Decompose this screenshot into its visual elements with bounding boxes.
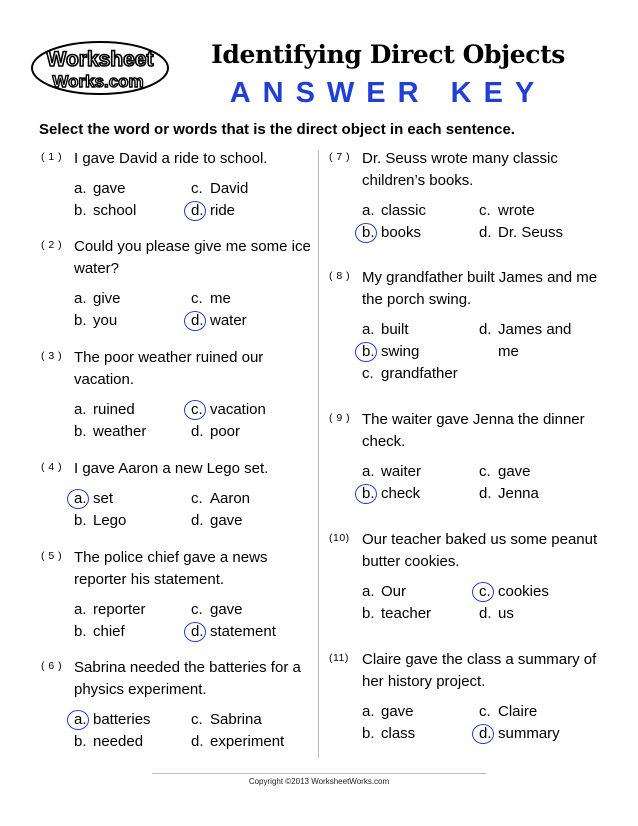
page-title: Identifying Direct Objects xyxy=(211,40,565,69)
option-letter-text: d. xyxy=(479,605,492,622)
option-letter-text: d. xyxy=(191,623,204,640)
option-text: classic xyxy=(381,202,427,219)
option-letter xyxy=(191,709,210,731)
option-letter xyxy=(479,483,498,505)
option-letter-text: c. xyxy=(191,490,203,507)
option-letter-text: c. xyxy=(362,365,374,382)
answer-option[interactable] xyxy=(191,621,276,643)
answer-option[interactable] xyxy=(74,399,135,421)
question-number: ( 8 ) xyxy=(329,270,351,282)
option-letter-text: b. xyxy=(362,605,375,622)
answer-option[interactable] xyxy=(74,709,151,731)
answer-option[interactable] xyxy=(74,621,125,643)
option-text: you xyxy=(93,312,118,329)
option-text: Sabrina xyxy=(210,711,262,728)
answer-option[interactable] xyxy=(362,341,419,363)
question-text: The poor weather ruined our vacation. xyxy=(74,349,264,388)
option-letter xyxy=(191,421,210,443)
option-text: statement xyxy=(210,623,276,640)
option-text: grandfather xyxy=(381,365,458,382)
option-letter-text: d. xyxy=(479,321,492,338)
question-number: ( 2 ) xyxy=(41,239,63,251)
option-letter-text: c. xyxy=(479,463,491,480)
answer-option[interactable] xyxy=(362,701,414,723)
option-text: vacation xyxy=(210,401,266,418)
answer-option[interactable] xyxy=(362,723,415,745)
option-text: batteries xyxy=(93,711,151,728)
option-letter-text: c. xyxy=(191,601,203,618)
answer-key-heading: ANSWER KEY xyxy=(229,77,547,109)
option-letter-text: b. xyxy=(74,623,87,640)
option-text: school xyxy=(93,202,137,219)
option-letter-text: c. xyxy=(191,290,203,307)
worksheetworks-logo xyxy=(30,40,170,98)
option-text: give xyxy=(93,290,121,307)
option-letter-text: d. xyxy=(191,202,204,219)
option-text: teacher xyxy=(381,605,432,622)
option-text: me xyxy=(210,290,231,307)
option-letter xyxy=(74,731,93,753)
option-letter xyxy=(479,701,498,723)
option-text: David xyxy=(210,180,249,197)
option-letter-text: a. xyxy=(74,290,87,307)
question-number: ( 6 ) xyxy=(41,660,63,672)
answer-option[interactable] xyxy=(74,599,146,621)
answer-circle xyxy=(355,484,377,504)
answer-option[interactable] xyxy=(479,603,514,625)
option-letter xyxy=(479,581,498,603)
option-letter xyxy=(362,461,381,483)
option-letter-text: d. xyxy=(191,733,204,750)
option-letter xyxy=(191,310,210,332)
option-letter xyxy=(362,701,381,723)
option-text: gave xyxy=(381,703,414,720)
option-letter xyxy=(191,510,210,532)
option-letter xyxy=(191,288,210,310)
answer-circle xyxy=(355,223,377,243)
option-letter xyxy=(191,200,210,222)
answer-option[interactable] xyxy=(191,599,243,621)
question-text: The waiter gave Jenna the dinner check. xyxy=(362,411,585,450)
answer-circle xyxy=(184,201,206,221)
footer-divider xyxy=(152,773,486,774)
option-letter xyxy=(191,599,210,621)
question-text: I gave David a ride to school. xyxy=(74,150,268,167)
question-text: I gave Aaron a new Lego set. xyxy=(74,460,269,477)
option-letter xyxy=(74,621,93,643)
option-letter-text: b. xyxy=(74,202,87,219)
option-letter xyxy=(74,510,93,532)
question-number: ( 4 ) xyxy=(41,461,63,473)
option-letter-text: b. xyxy=(74,733,87,750)
option-letter xyxy=(362,319,381,341)
option-text: Claire xyxy=(498,703,538,720)
answer-option[interactable] xyxy=(191,178,248,200)
option-text: ruined xyxy=(93,401,135,418)
answer-circle xyxy=(184,400,206,420)
option-letter-text: b. xyxy=(362,485,375,502)
option-letter-text: a. xyxy=(74,711,87,728)
option-text: poor xyxy=(210,423,241,440)
copyright: Copyright ©2013 WorksheetWorks.com xyxy=(248,777,390,786)
option-letter-text: b. xyxy=(362,725,375,742)
option-letter-text: b. xyxy=(74,312,87,329)
option-text: Our xyxy=(381,583,407,600)
option-letter xyxy=(74,421,93,443)
option-text: chief xyxy=(93,623,125,640)
option-letter-text: a. xyxy=(74,180,87,197)
option-text: Lego xyxy=(93,512,127,529)
answer-option[interactable] xyxy=(191,731,284,753)
question-text: The police chief gave a news reporter his statement. xyxy=(74,549,268,588)
option-text: gave xyxy=(93,180,126,197)
option-text: Jenna xyxy=(498,485,539,502)
answer-option[interactable] xyxy=(479,483,539,505)
question-number: ( 5 ) xyxy=(41,550,63,562)
option-text: summary xyxy=(498,725,560,742)
answer-option[interactable] xyxy=(362,603,431,625)
option-letter xyxy=(74,488,93,510)
instructions: Select the word or words that is the direct object in each sentence. xyxy=(39,121,515,138)
option-text: set xyxy=(93,490,114,507)
option-text: James and me xyxy=(498,321,572,360)
answer-option[interactable] xyxy=(191,288,231,310)
option-letter xyxy=(479,319,498,341)
answer-option[interactable] xyxy=(362,581,406,603)
option-letter-text: a. xyxy=(362,703,375,720)
option-letter xyxy=(191,731,210,753)
answer-option[interactable] xyxy=(74,310,117,332)
answer-circle xyxy=(67,489,89,509)
question-number: ( 1 ) xyxy=(41,151,63,163)
option-letter xyxy=(74,288,93,310)
option-letter-text: d. xyxy=(479,485,492,502)
question-text: Claire gave the class a summary of her history project. xyxy=(362,651,597,690)
option-text: swing xyxy=(381,343,420,360)
option-text: experiment xyxy=(210,733,285,750)
option-text: us xyxy=(498,605,514,622)
answer-option[interactable] xyxy=(362,200,426,222)
option-letter-text: c. xyxy=(191,711,203,728)
option-text: water xyxy=(210,312,247,329)
answer-option[interactable] xyxy=(362,222,421,244)
option-letter xyxy=(362,581,381,603)
option-letter-text: c. xyxy=(191,180,203,197)
option-text: built xyxy=(381,321,409,338)
option-letter xyxy=(362,222,381,244)
option-letter-text: b. xyxy=(362,224,375,241)
answer-option[interactable] xyxy=(191,200,235,222)
option-text: books xyxy=(381,224,422,241)
answer-option[interactable] xyxy=(479,461,531,483)
option-letter xyxy=(479,603,498,625)
question-text: Dr. Seuss wrote many classic children’s books. xyxy=(362,150,558,189)
logo-line1: Worksheet xyxy=(46,48,154,71)
answer-option[interactable] xyxy=(74,200,136,222)
option-letter-text: d. xyxy=(191,512,204,529)
answer-option[interactable] xyxy=(479,222,563,244)
option-letter-text: d. xyxy=(191,423,204,440)
logo-line2: Works.com xyxy=(52,72,144,91)
option-letter-text: a. xyxy=(74,401,87,418)
option-letter-text: a. xyxy=(362,321,375,338)
option-letter-text: c. xyxy=(479,202,491,219)
answer-circle xyxy=(184,311,206,331)
question-text: My grandfather built James and me the porch swing. xyxy=(362,269,598,308)
option-letter xyxy=(479,222,498,244)
option-letter xyxy=(362,603,381,625)
option-letter xyxy=(362,483,381,505)
option-letter xyxy=(74,709,93,731)
option-letter xyxy=(191,488,210,510)
answer-circle xyxy=(184,622,206,642)
option-text: weather xyxy=(93,423,147,440)
answer-option[interactable] xyxy=(362,319,409,341)
question-text: Could you please give me some ice water? xyxy=(74,238,311,277)
option-letter-text: a. xyxy=(362,202,375,219)
answer-option[interactable] xyxy=(479,701,537,723)
answer-option[interactable] xyxy=(74,178,126,200)
option-letter-text: b. xyxy=(74,512,87,529)
option-letter xyxy=(362,200,381,222)
answer-option[interactable] xyxy=(479,723,560,745)
option-letter-text: c. xyxy=(191,401,203,418)
option-letter xyxy=(74,399,93,421)
option-text: ride xyxy=(210,202,236,219)
option-text: cookies xyxy=(498,583,549,600)
option-letter xyxy=(479,200,498,222)
answer-option[interactable] xyxy=(362,363,458,385)
option-letter-text: a. xyxy=(362,463,375,480)
answer-circle xyxy=(355,342,377,362)
option-text: needed xyxy=(93,733,144,750)
option-letter-text: c. xyxy=(479,703,491,720)
option-letter-text: d. xyxy=(479,725,492,742)
option-text: gave xyxy=(210,512,243,529)
option-letter xyxy=(191,621,210,643)
option-text: Aaron xyxy=(210,490,251,507)
answer-option[interactable] xyxy=(479,200,535,222)
option-letter-text: c. xyxy=(479,583,491,600)
option-letter xyxy=(74,599,93,621)
option-letter xyxy=(479,461,498,483)
question-number: ( 7 ) xyxy=(329,151,351,163)
option-letter-text: a. xyxy=(74,601,87,618)
option-text: Dr. Seuss xyxy=(498,224,564,241)
option-letter-text: d. xyxy=(479,224,492,241)
answer-circle xyxy=(472,582,494,602)
option-letter-text: a. xyxy=(362,583,375,600)
answer-option[interactable] xyxy=(191,421,240,443)
option-letter xyxy=(191,399,210,421)
answer-option[interactable] xyxy=(74,731,143,753)
option-letter xyxy=(74,310,93,332)
answer-option[interactable] xyxy=(191,399,266,421)
option-letter xyxy=(74,200,93,222)
option-letter xyxy=(479,723,498,745)
option-letter xyxy=(74,178,93,200)
option-letter xyxy=(362,363,381,385)
question-number: ( 9 ) xyxy=(329,412,351,424)
answer-option[interactable] xyxy=(74,288,121,310)
question-number: (10) xyxy=(329,532,350,544)
option-letter xyxy=(362,341,381,363)
option-letter-text: b. xyxy=(362,343,375,360)
option-letter-text: d. xyxy=(191,312,204,329)
answer-option[interactable] xyxy=(74,488,113,510)
answer-option[interactable] xyxy=(74,421,146,443)
answer-option[interactable] xyxy=(191,709,262,731)
option-letter-text: b. xyxy=(74,423,87,440)
answer-option[interactable] xyxy=(479,581,549,603)
question-number: (11) xyxy=(329,652,349,664)
answer-circle xyxy=(472,724,494,744)
option-text: reporter xyxy=(93,601,146,618)
answer-option[interactable] xyxy=(362,483,420,505)
answer-option[interactable] xyxy=(479,319,588,363)
option-text: waiter xyxy=(381,463,422,480)
question-text: Our teacher baked us some peanut butter cookies. xyxy=(362,531,598,570)
question-text: Sabrina needed the batteries for a physics experiment. xyxy=(74,659,301,698)
answer-option[interactable] xyxy=(362,461,421,483)
answer-circle xyxy=(67,710,89,730)
option-letter xyxy=(362,723,381,745)
answer-option[interactable] xyxy=(74,510,126,532)
answer-option[interactable] xyxy=(191,310,247,332)
option-letter-text: a. xyxy=(74,490,87,507)
option-text: class xyxy=(381,725,416,742)
answer-option[interactable] xyxy=(191,510,243,532)
option-text: gave xyxy=(498,463,531,480)
answer-option[interactable] xyxy=(191,488,250,510)
option-text: gave xyxy=(210,601,243,618)
option-letter xyxy=(191,178,210,200)
question-number: ( 3 ) xyxy=(41,350,63,362)
option-text: wrote xyxy=(498,202,535,219)
option-text: check xyxy=(381,485,421,502)
